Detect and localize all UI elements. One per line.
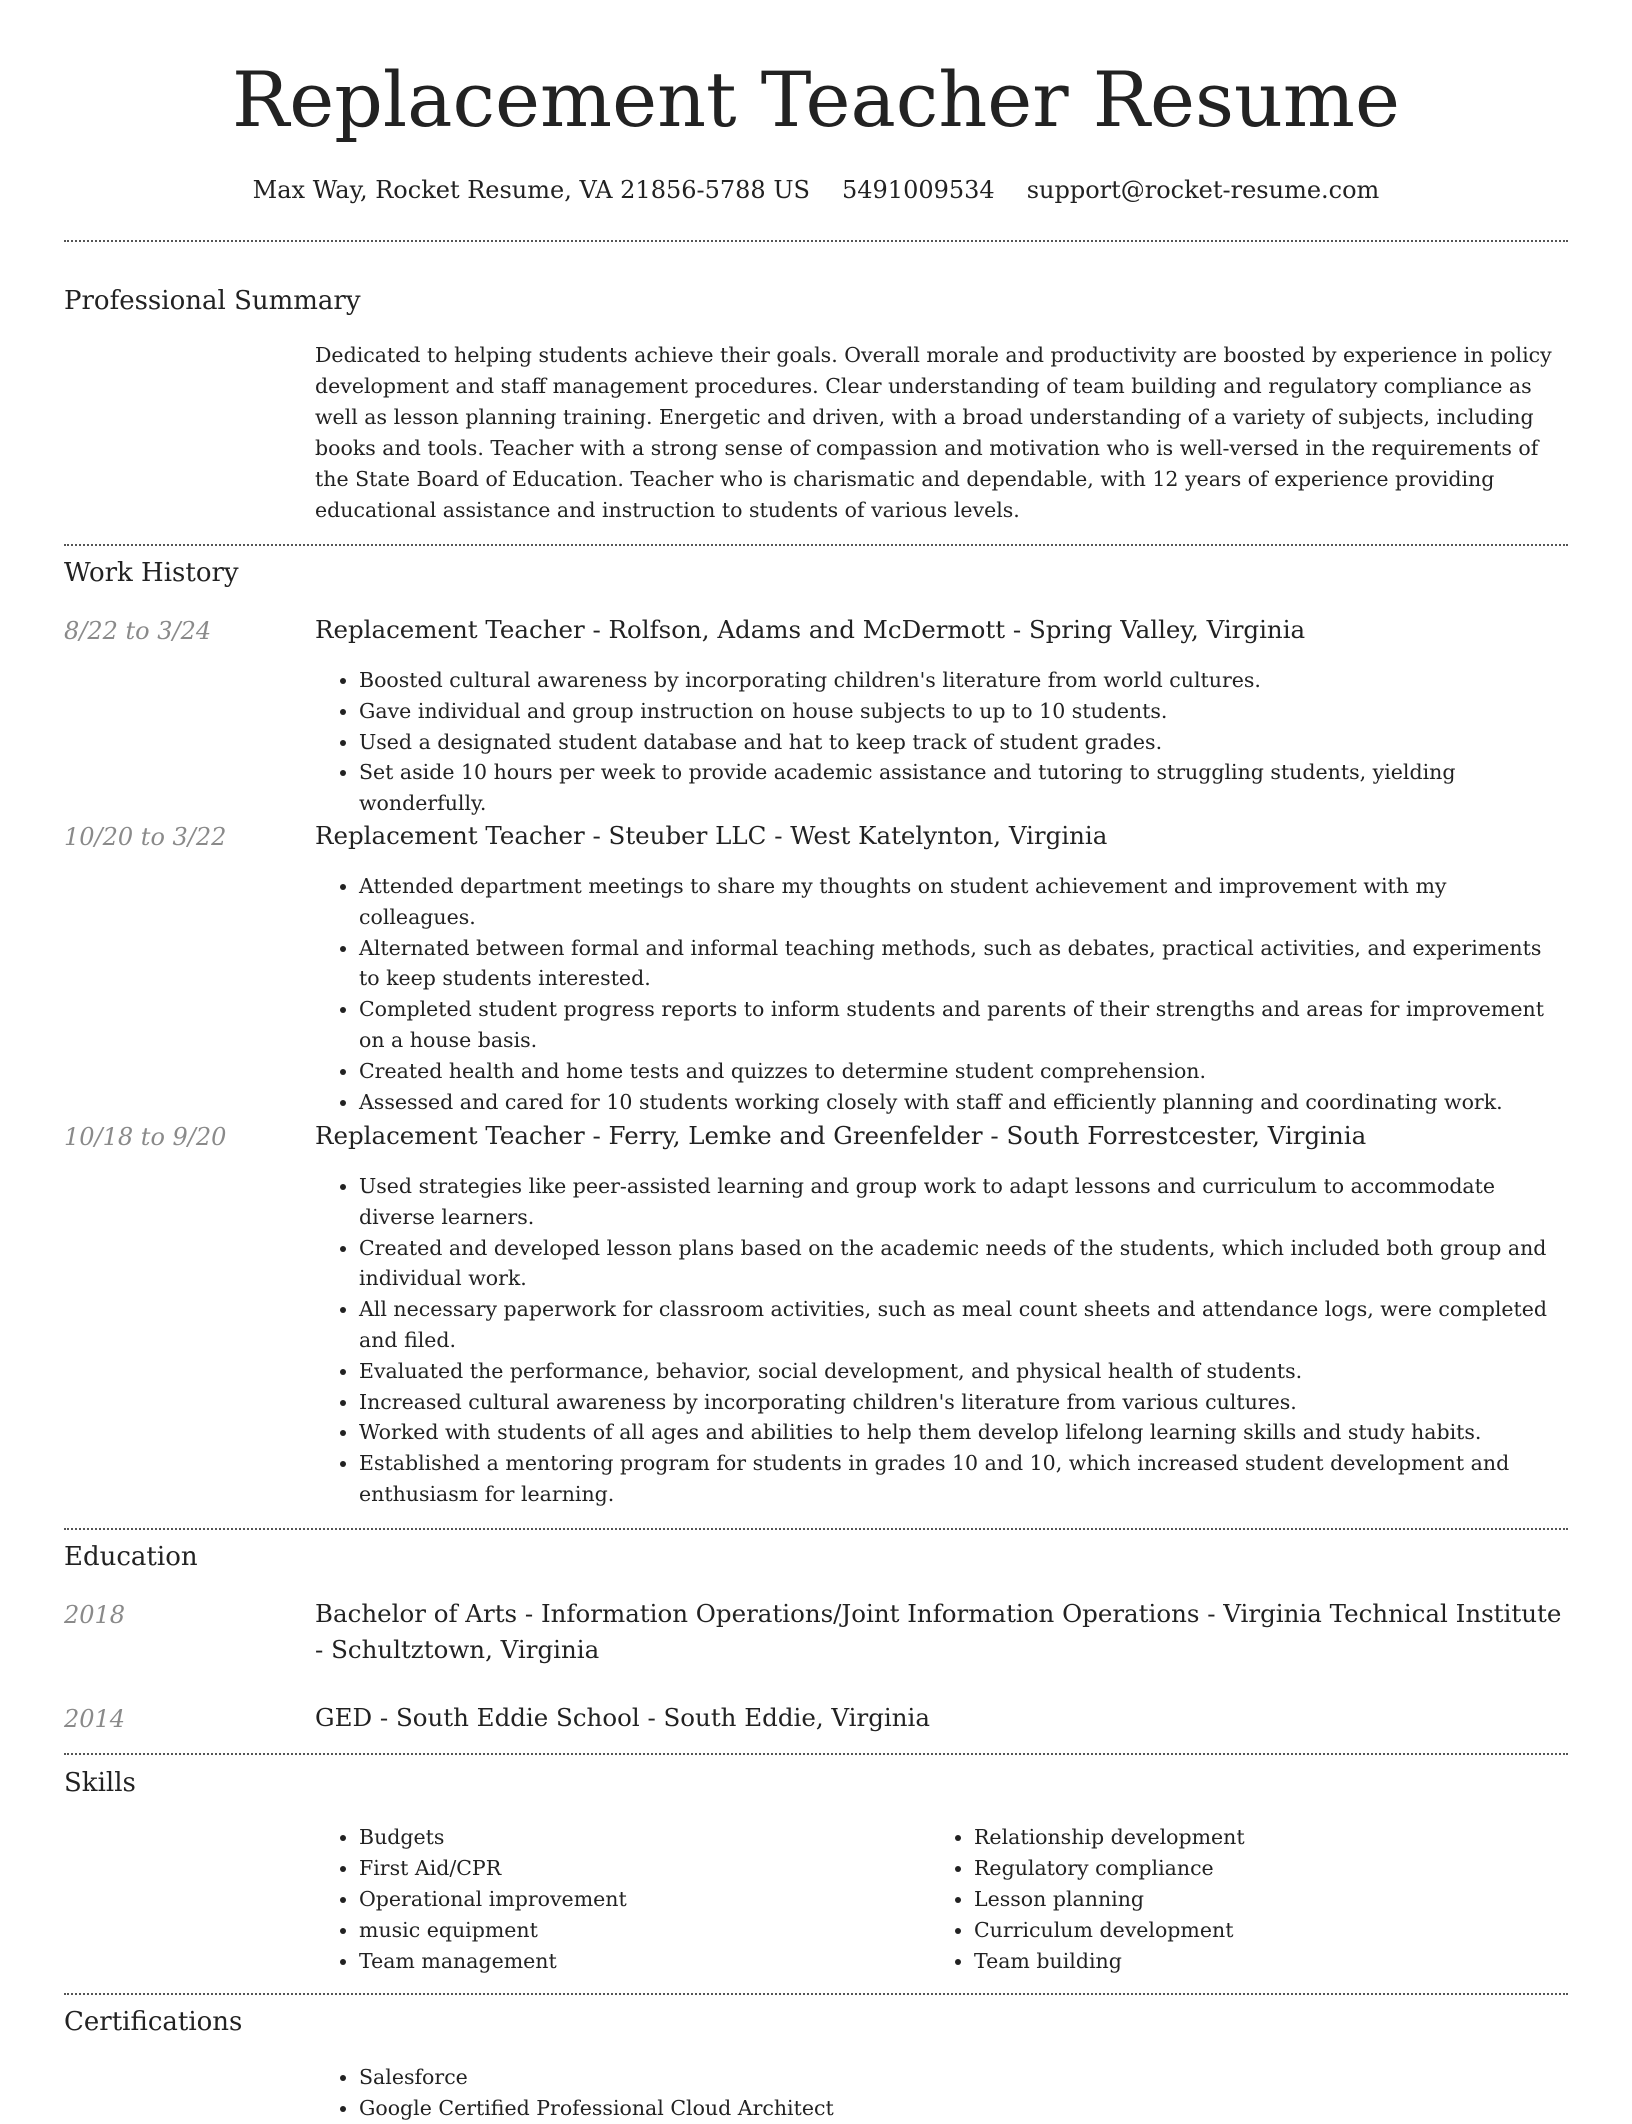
skill-item: • Budgets bbox=[359, 1822, 931, 1853]
skill-item: • music equipment bbox=[359, 1915, 931, 1946]
education-heading: Bachelor of Arts - Information Operations/Joint Information Operations - Virginia Technical Institute - Schultztown, Virginia bbox=[315, 1599, 1562, 1664]
skill-item: • Regulatory compliance bbox=[974, 1853, 1568, 1884]
section-title-summary: Professional Summary bbox=[64, 286, 361, 316]
skill-item: • Lesson planning bbox=[974, 1884, 1568, 1915]
job-bullets bbox=[315, 871, 1568, 1117]
section-divider bbox=[64, 1993, 1568, 1995]
job-dates: 10/18 to 9/20 bbox=[64, 1123, 227, 1151]
job-heading: Replacement Teacher - Ferry, Lemke and Greenfelder - South Forrestcester, Virginia bbox=[315, 1121, 1367, 1150]
contact-line bbox=[64, 170, 1568, 210]
skill-item: • Team management bbox=[359, 1946, 931, 1977]
job-bullet: • Set aside 10 hours per week to provide academic assistance and tutoring to struggling students, yielding wonderfully. bbox=[359, 757, 1568, 819]
job-heading: Replacement Teacher - Rolfson, Adams and McDermott - Spring Valley, Virginia bbox=[315, 615, 1306, 644]
section-divider bbox=[64, 1528, 1568, 1530]
section-divider bbox=[64, 1753, 1568, 1755]
section-divider bbox=[64, 240, 1568, 242]
education-year: 2014 bbox=[64, 1705, 126, 1733]
job-bullets bbox=[315, 1171, 1568, 1510]
section-divider bbox=[64, 544, 1568, 546]
summary-text: Dedicated to helping students achieve their goals. Overall morale and productivity are boosted by experience in policy development and staff management procedures. Clear understanding of team building and regulatory compliance as well as lesson planning training. Energetic and driven, with a broad understanding of a variety of subjects, including books and tools. Teacher with a strong sense of compassion and motivation who is well-versed in the requirements of the State Board of Education. Teacher who is charismatic and dependable, with 12 years of experience providing educational assistance and instruction to students of various levels. bbox=[315, 343, 1552, 522]
certifications-list bbox=[315, 2062, 1568, 2124]
job-heading: Replacement Teacher - Steuber LLC - West Katelynton, Virginia bbox=[315, 821, 1108, 850]
contact-phone: 5491009534 bbox=[841, 176, 995, 204]
job-bullet: • Used strategies like peer-assisted learning and group work to adapt lessons and curriculum to accommodate diverse learners. bbox=[359, 1171, 1568, 1233]
skill-item: • Curriculum development bbox=[974, 1915, 1568, 1946]
job-dates: 8/22 to 3/24 bbox=[64, 617, 212, 645]
job-bullet: • Boosted cultural awareness by incorporating children's literature from world cultures. bbox=[359, 665, 1568, 696]
section-title-education: Education bbox=[64, 1542, 198, 1572]
section-title-work-history: Work History bbox=[64, 558, 239, 588]
contact-address: Max Way, Rocket Resume, VA 21856-5788 US bbox=[252, 176, 810, 204]
contact-email: support@rocket-resume.com bbox=[1026, 176, 1380, 204]
skill-item: • Team building bbox=[974, 1946, 1568, 1977]
education-year: 2018 bbox=[64, 1601, 126, 1629]
section-title-skills: Skills bbox=[64, 1768, 136, 1798]
job-bullet: • Used a designated student database and hat to keep track of student grades. bbox=[359, 727, 1568, 758]
job-bullet: • Evaluated the performance, behavior, social development, and physical health of students. bbox=[359, 1356, 1568, 1387]
section-title-certifications: Certifications bbox=[64, 2007, 243, 2037]
job-bullet: • Created and developed lesson plans based on the academic needs of the students, which included both group and individual work. bbox=[359, 1233, 1568, 1295]
job-bullet: • Completed student progress reports to inform students and parents of their strengths and areas for improvement on a house basis. bbox=[359, 994, 1568, 1056]
job-bullet: • All necessary paperwork for classroom activities, such as meal count sheets and attendance logs, were completed and filed. bbox=[359, 1294, 1568, 1356]
skills-list-right bbox=[930, 1822, 1568, 1977]
job-bullet: • Assessed and cared for 10 students working closely with staff and efficiently planning and coordinating work. bbox=[359, 1087, 1568, 1118]
resume-title: Replacement Teacher Resume bbox=[232, 55, 1400, 144]
job-bullet: • Worked with students of all ages and abilities to help them develop lifelong learning skills and study habits. bbox=[359, 1417, 1568, 1448]
skills-list-left bbox=[315, 1822, 931, 1977]
certification-item: • Google Certified Professional Cloud Architect bbox=[359, 2093, 1568, 2124]
skill-item: • Relationship development bbox=[974, 1822, 1568, 1853]
certification-item: • Salesforce bbox=[359, 2062, 1568, 2093]
job-bullet: • Alternated between formal and informal teaching methods, such as debates, practical activities, and experiments to keep students interested. bbox=[359, 933, 1568, 995]
job-bullet: • Created health and home tests and quizzes to determine student comprehension. bbox=[359, 1056, 1568, 1087]
job-dates: 10/20 to 3/22 bbox=[64, 823, 227, 851]
education-heading: GED - South Eddie School - South Eddie, Virginia bbox=[315, 1703, 930, 1732]
job-bullet: • Gave individual and group instruction on house subjects to up to 10 students. bbox=[359, 696, 1568, 727]
job-bullet: • Increased cultural awareness by incorporating children's literature from various cultures. bbox=[359, 1387, 1568, 1418]
job-bullet: • Attended department meetings to share my thoughts on student achievement and improvement with my colleagues. bbox=[359, 871, 1568, 933]
skill-item: • Operational improvement bbox=[359, 1884, 931, 1915]
skill-item: • First Aid/CPR bbox=[359, 1853, 931, 1884]
job-bullets bbox=[315, 665, 1568, 819]
job-bullet: • Established a mentoring program for students in grades 10 and 10, which increased student development and enthusiasm for learning. bbox=[359, 1448, 1568, 1510]
